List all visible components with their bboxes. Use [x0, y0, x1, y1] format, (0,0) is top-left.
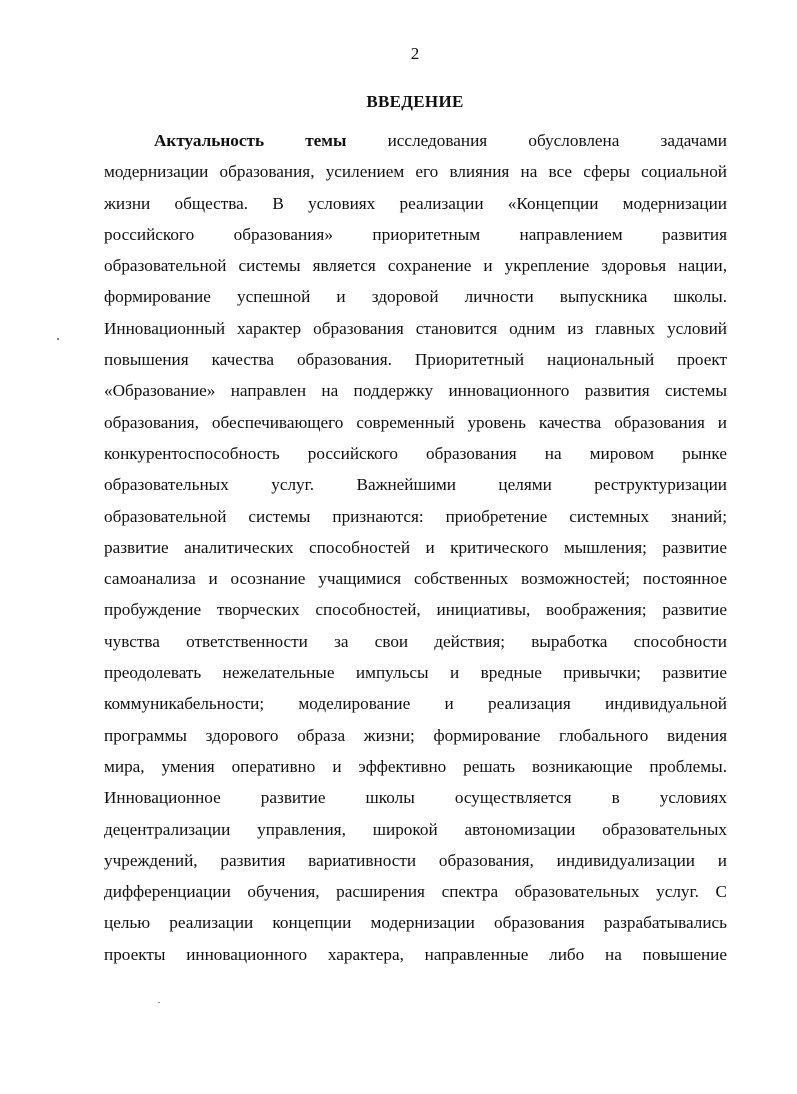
- paragraph-line: образования, обеспечивающего современный уровень качества образования и: [104, 412, 727, 432]
- paragraph-line: развитие аналитических способностей и критического мышления; развитие: [104, 537, 727, 557]
- body-paragraph: [104, 125, 727, 970]
- paragraph-line: Инновационное развитие школы осуществляется в условиях: [104, 788, 727, 808]
- paragraph-line: мира, умения оперативно и эффективно решать возникающие проблемы.: [104, 756, 727, 776]
- scan-speck: [158, 1002, 160, 1003]
- paragraph-line: проекты инновационного характера, направленные либо на повышение: [104, 944, 727, 964]
- paragraph-line: учреждений, развития вариативности образования, индивидуализации и: [104, 850, 727, 870]
- paragraph-line: коммуникабельности; моделирование и реализация индивидуальной: [104, 694, 727, 714]
- paragraph-line-first: [104, 125, 727, 156]
- paragraph-line: чувства ответственности за свои действия; выработка способности: [104, 631, 727, 651]
- paragraph-line: образовательных услуг. Важнейшими целями реструктуризации: [104, 475, 727, 495]
- paragraph-line: пробуждение творческих способностей, инициативы, воображения; развитие: [104, 600, 727, 620]
- paragraph-line: российского образования» приоритетным направлением развития: [104, 224, 727, 244]
- paragraph-line: децентрализации управления, широкой автономизации образовательных: [104, 819, 727, 839]
- scan-speck: [57, 338, 59, 340]
- paragraph-line: жизни общества. В условиях реализации «Концепции модернизации: [104, 193, 727, 213]
- paragraph-line: целью реализации концепции модернизации образования разрабатывались: [104, 913, 727, 933]
- paragraph-line: образовательной системы является сохранение и укрепление здоровья нации,: [104, 256, 727, 276]
- paragraph-line: образовательной системы признаются: приобретение системных знаний;: [104, 506, 727, 526]
- paragraph-line: повышения качества образования. Приоритетный национальный проект: [104, 350, 727, 370]
- first-line-rest: исследования обусловлена задачами: [387, 131, 728, 150]
- paragraph-line: Инновационный характер образования становится одним из главных условий: [104, 318, 727, 338]
- bold-lead-phrase: Актуальность темы: [154, 131, 347, 150]
- section-heading: ВВЕДЕНИЕ: [366, 92, 464, 111]
- paragraph-line: дифференциации обучения, расширения спектра образовательных услуг. С: [104, 882, 727, 902]
- page-number: 2: [410, 44, 420, 63]
- paragraph-line: конкурентоспособность российского образования на мировом рынке: [104, 443, 727, 463]
- paragraph-line: «Образование» направлен на поддержку инновационного развития системы: [104, 381, 727, 401]
- paragraph-line: модернизации образования, усилением его влияния на все сферы социальной: [104, 162, 727, 182]
- paragraph-line: программы здорового образа жизни; формирование глобального видения: [104, 725, 727, 745]
- paragraph-line: формирование успешной и здоровой личности выпускника школы.: [104, 287, 727, 307]
- paragraph-line: преодолевать нежелательные импульсы и вредные привычки; развитие: [104, 663, 727, 683]
- paragraph-line: самоанализа и осознание учащимися собственных возможностей; постоянное: [104, 569, 727, 589]
